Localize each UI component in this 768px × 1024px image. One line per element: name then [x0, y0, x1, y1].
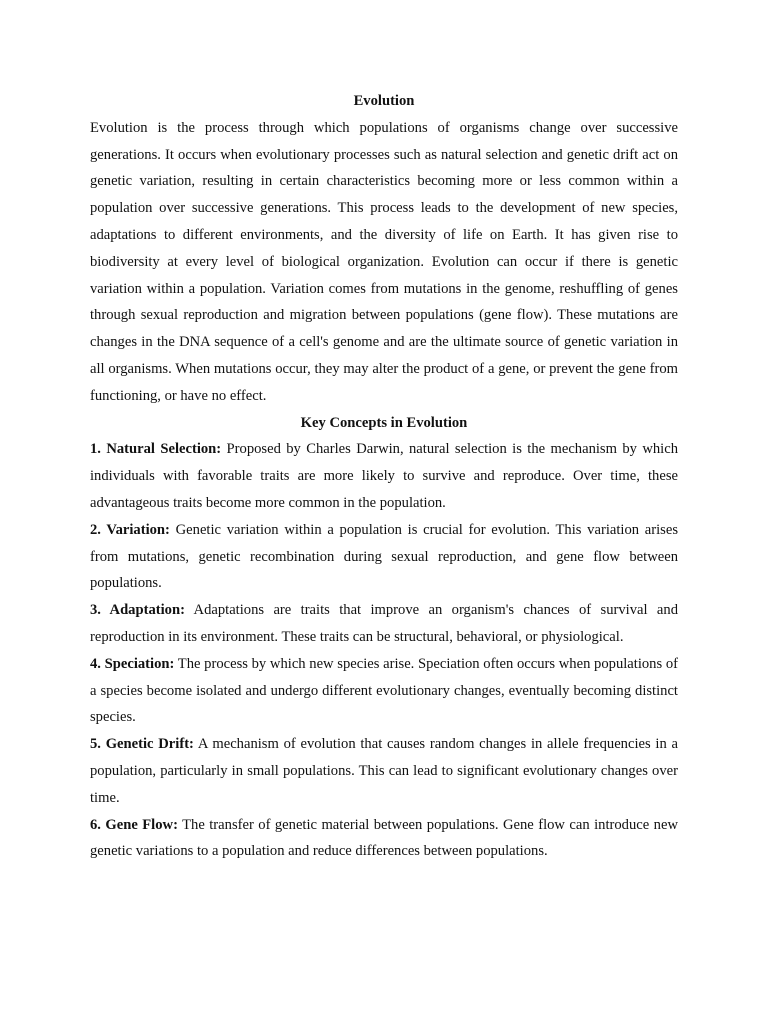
concept-speciation	[90, 651, 678, 731]
concept-term: 1. Natural Selection:	[90, 441, 222, 458]
section-heading: Key Concepts in Evolution	[300, 414, 468, 431]
document-page	[90, 88, 678, 865]
concept-term: 6. Gene Flow:	[90, 816, 178, 833]
concept-variation	[90, 517, 678, 597]
concept-text: The transfer of genetic material between populations. Gene flow can introduce new genetic variations to a population and reduce differences between populations.	[90, 816, 678, 860]
concept-text: The process by which new species arise. Speciation often occurs when populations of a species become isolated and undergo different evolutionary changes, eventually becoming distinct species.	[90, 655, 679, 726]
concept-term: 4. Speciation:	[90, 655, 175, 672]
intro-paragraph: Evolution is the process through which populations of organisms change over successive generations. It occurs when evolutionary processes such as natural selection and genetic drift act on genetic variation, resulting in certain characteristics becoming more or less common within a population over successive generations. This process leads to the development of new species, adaptations to different environments, and the diversity of life on Earth. It has given rise to biodiversity at every level of biological organization. Evolution can occur if there is genetic variation within a population. Variation comes from mutations in the genome, reshuffling of genes through sexual reproduction and migration between populations (gene flow). These mutations are changes in the DNA sequence of a cell's genome and are the ultimate source of genetic variation in all organisms. When mutations occur, they may alter the product of a gene, or prevent the gene from functioning, or have no effect.	[90, 119, 678, 404]
concept-term: 3. Adaptation:	[90, 602, 185, 619]
concept-text: Adaptations are traits that improve an organism's chances of survival and reproduction in its environment. These traits can be structural, behavioral, or physiological.	[90, 602, 678, 645]
concept-text: Genetic variation within a population is crucial for evolution. This variation arises from mutations, genetic recombination during sexual reproduction, and gene flow between populations.	[90, 521, 678, 592]
concept-text: A mechanism of evolution that causes random changes in allele frequencies in a population, particularly in small populations. This can lead to significant evolutionary changes over time.	[90, 736, 678, 806]
document-title: Evolution	[353, 93, 415, 109]
concept-adaptation	[90, 597, 678, 651]
concept-natural-selection	[90, 436, 678, 516]
concept-genetic-drift	[90, 731, 678, 811]
concept-text: Proposed by Charles Darwin, natural selection is the mechanism by which individuals with favorable traits are more likely to survive and reproduce. Over time, these advantageous traits become more common in the population.	[90, 441, 678, 511]
concept-term: 5. Genetic Drift:	[90, 736, 194, 753]
concept-term: 2. Variation:	[90, 521, 170, 538]
concept-gene-flow	[90, 812, 678, 866]
